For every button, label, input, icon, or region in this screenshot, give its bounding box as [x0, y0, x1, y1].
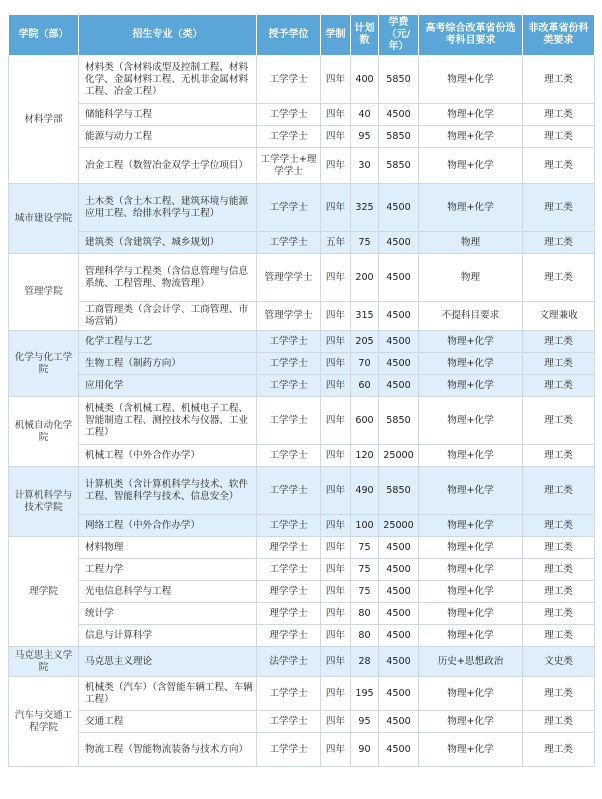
category-cell: 理工类 [523, 445, 595, 467]
reform-req-cell: 不提科目要求 [419, 302, 523, 331]
reform-req-cell: 物理 [419, 254, 523, 302]
college-cell: 汽车与交通工程学院 [9, 677, 79, 767]
category-cell: 理工类 [523, 559, 595, 581]
header-duration: 学制 [321, 15, 351, 56]
degree-cell: 工学学士 [257, 375, 321, 397]
major-cell: 冶金工程（数智冶金双学士学位项目） [79, 148, 257, 184]
duration-cell: 四年 [321, 184, 351, 232]
category-cell: 理工类 [523, 625, 595, 647]
reform-req-cell: 物理+化学 [419, 184, 523, 232]
plan-cell: 195 [351, 677, 379, 711]
duration-cell: 四年 [321, 515, 351, 537]
category-cell: 理工类 [523, 104, 595, 126]
reform-req-cell: 物理+化学 [419, 56, 523, 104]
degree-cell: 工学学士 [257, 331, 321, 353]
plan-cell: 75 [351, 232, 379, 254]
duration-cell: 四年 [321, 56, 351, 104]
major-cell: 能源与动力工程 [79, 126, 257, 148]
category-cell: 理工类 [523, 515, 595, 537]
table-row [9, 148, 595, 184]
table-row [9, 375, 595, 397]
duration-cell: 四年 [321, 331, 351, 353]
major-cell: 管理科学与工程类（含信息管理与信息系统、工程管理、物流管理） [79, 254, 257, 302]
plan-cell: 95 [351, 711, 379, 733]
table-header-row [9, 15, 595, 56]
major-cell: 工程力学 [79, 559, 257, 581]
table-row [9, 126, 595, 148]
duration-cell: 四年 [321, 711, 351, 733]
table-row [9, 254, 595, 302]
category-cell: 理工类 [523, 126, 595, 148]
plan-cell: 75 [351, 581, 379, 603]
plan-cell: 205 [351, 331, 379, 353]
table-row [9, 625, 595, 647]
major-cell: 生物工程（制药方向） [79, 353, 257, 375]
category-cell: 理工类 [523, 537, 595, 559]
tuition-cell: 4500 [379, 302, 419, 331]
category-cell: 理工类 [523, 375, 595, 397]
plan-cell: 490 [351, 467, 379, 515]
duration-cell: 四年 [321, 581, 351, 603]
major-cell: 信息与计算科学 [79, 625, 257, 647]
duration-cell: 四年 [321, 733, 351, 767]
duration-cell: 四年 [321, 397, 351, 445]
header-major: 招生专业（类） [79, 15, 257, 56]
reform-req-cell: 物理+化学 [419, 353, 523, 375]
category-cell: 文理兼收 [523, 302, 595, 331]
table-row [9, 515, 595, 537]
reform-req-cell: 物理 [419, 232, 523, 254]
degree-cell: 工学学士 [257, 445, 321, 467]
major-cell: 马克思主义理论 [79, 647, 257, 677]
duration-cell: 四年 [321, 677, 351, 711]
tuition-cell: 4500 [379, 581, 419, 603]
college-cell: 化学与化工学院 [9, 331, 79, 397]
category-cell: 理工类 [523, 353, 595, 375]
major-cell: 材料物理 [79, 537, 257, 559]
duration-cell: 四年 [321, 445, 351, 467]
degree-cell: 工学学士 [257, 397, 321, 445]
major-cell: 土木类（含土木工程、建筑环境与能源应用工程、给排水科学与工程） [79, 184, 257, 232]
duration-cell: 四年 [321, 353, 351, 375]
duration-cell: 五年 [321, 232, 351, 254]
duration-cell: 四年 [321, 126, 351, 148]
duration-cell: 四年 [321, 148, 351, 184]
table-row [9, 302, 595, 331]
duration-cell: 四年 [321, 254, 351, 302]
college-cell: 城市建设学院 [9, 184, 79, 254]
reform-req-cell: 物理+化学 [419, 467, 523, 515]
tuition-cell: 4500 [379, 232, 419, 254]
category-cell: 理工类 [523, 184, 595, 232]
plan-cell: 600 [351, 397, 379, 445]
college-cell: 马克思主义学院 [9, 647, 79, 677]
plan-cell: 28 [351, 647, 379, 677]
major-cell: 物流工程（智能物流装备与技术方向） [79, 733, 257, 767]
degree-cell: 工学学士 [257, 126, 321, 148]
duration-cell: 四年 [321, 302, 351, 331]
header-plan: 计划数 [351, 15, 379, 56]
table-row [9, 559, 595, 581]
reform-req-cell: 物理+化学 [419, 148, 523, 184]
admission-plan-table [8, 14, 595, 767]
plan-cell: 40 [351, 104, 379, 126]
plan-cell: 80 [351, 603, 379, 625]
plan-cell: 400 [351, 56, 379, 104]
duration-cell: 四年 [321, 375, 351, 397]
major-cell: 计算机类（含计算机科学与技术、软件工程、智能科学与技术、信息安全） [79, 467, 257, 515]
tuition-cell: 4500 [379, 104, 419, 126]
college-cell: 理学院 [9, 537, 79, 647]
tuition-cell: 5850 [379, 397, 419, 445]
category-cell: 理工类 [523, 148, 595, 184]
major-cell: 统计学 [79, 603, 257, 625]
reform-req-cell: 物理+化学 [419, 515, 523, 537]
degree-cell: 管理学学士 [257, 302, 321, 331]
table-row [9, 56, 595, 104]
duration-cell: 四年 [321, 559, 351, 581]
degree-cell: 工学学士 [257, 733, 321, 767]
college-cell: 计算机科学与技术学院 [9, 467, 79, 537]
table-row [9, 445, 595, 467]
reform-req-cell: 物理+化学 [419, 603, 523, 625]
degree-cell: 工学学士 [257, 677, 321, 711]
tuition-cell: 4500 [379, 537, 419, 559]
reform-req-cell: 物理+化学 [419, 625, 523, 647]
plan-cell: 315 [351, 302, 379, 331]
reform-req-cell: 物理+化学 [419, 126, 523, 148]
major-cell: 化学工程与工艺 [79, 331, 257, 353]
reform-req-cell: 物理+化学 [419, 733, 523, 767]
degree-cell: 工学学士 [257, 56, 321, 104]
header-college: 学院（部） [9, 15, 79, 56]
category-cell: 理工类 [523, 397, 595, 445]
major-cell: 应用化学 [79, 375, 257, 397]
table-row [9, 184, 595, 232]
category-cell: 理工类 [523, 581, 595, 603]
duration-cell: 四年 [321, 625, 351, 647]
duration-cell: 四年 [321, 647, 351, 677]
tuition-cell: 4500 [379, 184, 419, 232]
major-cell: 网络工程（中外合作办学） [79, 515, 257, 537]
plan-cell: 30 [351, 148, 379, 184]
tuition-cell: 5850 [379, 56, 419, 104]
major-cell: 工商管理类（含会计学、工商管理、市场营销） [79, 302, 257, 331]
tuition-cell: 25000 [379, 515, 419, 537]
table-row [9, 467, 595, 515]
degree-cell: 理学学士 [257, 625, 321, 647]
plan-cell: 120 [351, 445, 379, 467]
duration-cell: 四年 [321, 603, 351, 625]
plan-cell: 100 [351, 515, 379, 537]
table-row [9, 677, 595, 711]
tuition-cell: 4500 [379, 603, 419, 625]
reform-req-cell: 物理+化学 [419, 711, 523, 733]
reform-req-cell: 物理+化学 [419, 104, 523, 126]
table-row [9, 232, 595, 254]
major-cell: 机械工程（中外合作办学） [79, 445, 257, 467]
plan-cell: 200 [351, 254, 379, 302]
reform-req-cell: 物理+化学 [419, 331, 523, 353]
tuition-cell: 4500 [379, 647, 419, 677]
major-cell: 机械类（汽车）（含智能车辆工程、车辆工程） [79, 677, 257, 711]
category-cell: 理工类 [523, 603, 595, 625]
table-row [9, 603, 595, 625]
degree-cell: 工学学士 [257, 232, 321, 254]
header-degree: 授予学位 [257, 15, 321, 56]
plan-cell: 60 [351, 375, 379, 397]
category-cell: 理工类 [523, 733, 595, 767]
admission-table-container [8, 14, 594, 767]
degree-cell: 工学学士 [257, 104, 321, 126]
major-cell: 建筑类（含建筑学、城乡规划） [79, 232, 257, 254]
tuition-cell: 5850 [379, 467, 419, 515]
reform-req-cell: 物理+化学 [419, 537, 523, 559]
college-cell: 材料学部 [9, 56, 79, 184]
table-row [9, 647, 595, 677]
category-cell: 文史类 [523, 647, 595, 677]
table-row [9, 711, 595, 733]
degree-cell: 工学学士 [257, 711, 321, 733]
tuition-cell: 4500 [379, 711, 419, 733]
major-cell: 机械类（含机械工程、机械电子工程、智能制造工程、测控技术与仪器、工业工程） [79, 397, 257, 445]
college-cell: 管理学院 [9, 254, 79, 331]
table-row [9, 733, 595, 767]
degree-cell: 工学学士 [257, 559, 321, 581]
table-row [9, 104, 595, 126]
tuition-cell: 4500 [379, 733, 419, 767]
plan-cell: 70 [351, 353, 379, 375]
reform-req-cell: 历史+思想政治 [419, 647, 523, 677]
table-row [9, 331, 595, 353]
degree-cell: 工学学士 [257, 184, 321, 232]
category-cell: 理工类 [523, 254, 595, 302]
duration-cell: 四年 [321, 104, 351, 126]
reform-req-cell: 物理+化学 [419, 445, 523, 467]
major-cell: 材料类（含材料成型及控制工程、材料化学、金属材料工程、无机非金属材料工程、冶金工程） [79, 56, 257, 104]
category-cell: 理工类 [523, 677, 595, 711]
college-cell: 机械自动化学院 [9, 397, 79, 467]
reform-req-cell: 物理+化学 [419, 581, 523, 603]
degree-cell: 管理学学士 [257, 254, 321, 302]
tuition-cell: 4500 [379, 625, 419, 647]
plan-cell: 325 [351, 184, 379, 232]
category-cell: 理工类 [523, 56, 595, 104]
tuition-cell: 5850 [379, 126, 419, 148]
header-category-requirement: 非改革省份科类要求 [523, 15, 595, 56]
reform-req-cell: 物理+化学 [419, 559, 523, 581]
degree-cell: 理学学士 [257, 603, 321, 625]
tuition-cell: 4500 [379, 254, 419, 302]
duration-cell: 四年 [321, 467, 351, 515]
tuition-cell: 25000 [379, 445, 419, 467]
plan-cell: 75 [351, 537, 379, 559]
reform-req-cell: 物理+化学 [419, 677, 523, 711]
degree-cell: 工学学士 [257, 467, 321, 515]
category-cell: 理工类 [523, 331, 595, 353]
category-cell: 理工类 [523, 232, 595, 254]
category-cell: 理工类 [523, 711, 595, 733]
category-cell: 理工类 [523, 467, 595, 515]
table-row [9, 581, 595, 603]
plan-cell: 75 [351, 559, 379, 581]
tuition-cell: 5850 [379, 148, 419, 184]
degree-cell: 法学学士 [257, 647, 321, 677]
tuition-cell: 4500 [379, 677, 419, 711]
degree-cell: 工学学士 [257, 515, 321, 537]
reform-req-cell: 物理+化学 [419, 397, 523, 445]
table-row [9, 353, 595, 375]
tuition-cell: 4500 [379, 353, 419, 375]
degree-cell: 工学学士 [257, 353, 321, 375]
major-cell: 光电信息科学与工程 [79, 581, 257, 603]
plan-cell: 80 [351, 625, 379, 647]
reform-req-cell: 物理+化学 [419, 375, 523, 397]
major-cell: 交通工程 [79, 711, 257, 733]
table-row [9, 537, 595, 559]
tuition-cell: 4500 [379, 375, 419, 397]
degree-cell: 理学学士 [257, 581, 321, 603]
table-body [9, 56, 595, 767]
tuition-cell: 4500 [379, 331, 419, 353]
table-row [9, 397, 595, 445]
degree-cell: 理学学士 [257, 537, 321, 559]
header-reform-requirement: 高考综合改革省份选考科目要求 [419, 15, 523, 56]
header-tuition: 学费（元/年） [379, 15, 419, 56]
tuition-cell: 4500 [379, 559, 419, 581]
degree-cell: 工学学士+理学学士 [257, 148, 321, 184]
plan-cell: 95 [351, 126, 379, 148]
duration-cell: 四年 [321, 537, 351, 559]
major-cell: 储能科学与工程 [79, 104, 257, 126]
plan-cell: 90 [351, 733, 379, 767]
